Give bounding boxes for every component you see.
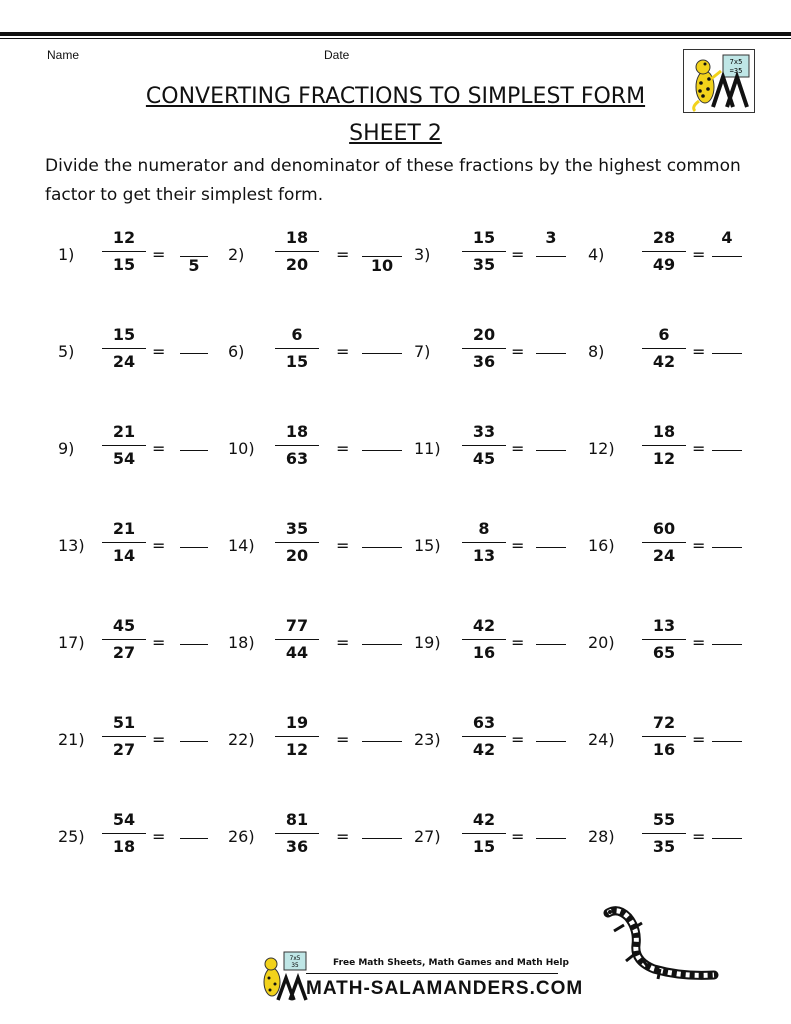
fraction-bar — [642, 542, 686, 543]
equals-sign: = — [152, 730, 166, 749]
denominator: 44 — [285, 643, 309, 662]
problem-number: 8) — [588, 342, 605, 361]
equals-sign: = — [692, 827, 706, 846]
fraction — [462, 713, 506, 760]
fraction-bar — [102, 445, 146, 446]
numerator: 42 — [472, 810, 496, 829]
fraction-bar — [102, 736, 146, 737]
equals-sign: = — [692, 342, 706, 361]
instruction-line-1: Divide the numerator and denominator of these fractions by the highest common — [45, 156, 741, 176]
salamander-teacher-logo — [683, 49, 755, 113]
numerator: 60 — [652, 519, 676, 538]
fraction — [275, 228, 319, 275]
fraction — [102, 810, 146, 857]
answer-numerator: 3 — [545, 228, 557, 247]
denominator: 20 — [285, 255, 309, 274]
problem-number: 22) — [228, 730, 255, 749]
fraction — [275, 713, 319, 760]
top-rule-thin — [0, 38, 791, 39]
fraction — [102, 519, 146, 566]
equals-sign: = — [511, 245, 525, 264]
fraction-bar — [642, 445, 686, 446]
fraction — [642, 519, 686, 566]
answer-blank[interactable] — [180, 547, 208, 548]
equals-sign: = — [336, 827, 350, 846]
problem-number: 11) — [414, 439, 441, 458]
fraction-bar — [102, 833, 146, 834]
fraction — [642, 325, 686, 372]
equals-sign: = — [152, 633, 166, 652]
fraction-bar — [462, 445, 506, 446]
answer-numerator: 4 — [721, 228, 733, 247]
problem-number: 1) — [58, 245, 75, 264]
problem-number: 7) — [414, 342, 431, 361]
numerator: 35 — [285, 519, 309, 538]
fraction-bar — [642, 251, 686, 252]
fraction — [642, 422, 686, 469]
fraction-bar — [462, 736, 506, 737]
equals-sign: = — [152, 439, 166, 458]
fraction-bar — [275, 736, 319, 737]
denominator: 14 — [112, 546, 136, 565]
denominator: 54 — [112, 449, 136, 468]
answer-denominator: 5 — [188, 256, 200, 275]
equals-sign: = — [511, 439, 525, 458]
problem-number: 15) — [414, 536, 441, 555]
fraction — [462, 325, 506, 372]
answer-blank[interactable] — [536, 353, 566, 354]
denominator: 45 — [472, 449, 496, 468]
name-label: Name — [47, 48, 80, 62]
problem-number: 21) — [58, 730, 85, 749]
denominator: 35 — [652, 837, 676, 856]
answer-blank[interactable] — [536, 741, 566, 742]
instructions — [45, 152, 765, 210]
denominator: 15 — [472, 837, 496, 856]
page-title: CONVERTING FRACTIONS TO SIMPLEST FORM — [145, 84, 646, 109]
answer-blank[interactable] — [362, 353, 402, 354]
equals-sign: = — [152, 827, 166, 846]
fraction — [275, 810, 319, 857]
fraction-bar — [462, 639, 506, 640]
numerator: 6 — [291, 325, 303, 344]
answer-blank[interactable] — [712, 547, 742, 548]
answer-blank[interactable] — [180, 450, 208, 451]
problem-number: 5) — [58, 342, 75, 361]
denominator: 24 — [652, 546, 676, 565]
equals-sign: = — [152, 245, 166, 264]
problem-number: 23) — [414, 730, 441, 749]
problem-number: 19) — [414, 633, 441, 652]
fraction — [462, 422, 506, 469]
numerator: 54 — [112, 810, 136, 829]
denominator: 42 — [472, 740, 496, 759]
denominator: 15 — [285, 352, 309, 371]
equals-sign: = — [336, 245, 350, 264]
instruction-line-2: factor to get their simplest form. — [45, 185, 324, 205]
denominator: 42 — [652, 352, 676, 371]
equals-sign: = — [692, 536, 706, 555]
problem-number: 10) — [228, 439, 255, 458]
equals-sign: = — [336, 730, 350, 749]
fraction-bar — [275, 542, 319, 543]
answer-blank[interactable] — [362, 644, 402, 645]
numerator: 20 — [472, 325, 496, 344]
footer-board-text-2: 35 — [291, 962, 299, 969]
problem-number: 17) — [58, 633, 85, 652]
problem-number: 2) — [228, 245, 245, 264]
answer-blank[interactable] — [180, 353, 208, 354]
fraction — [102, 422, 146, 469]
denominator: 15 — [112, 255, 136, 274]
numerator: 51 — [112, 713, 136, 732]
fraction — [275, 616, 319, 663]
answer-blank[interactable] — [180, 741, 208, 742]
fraction-bar — [275, 639, 319, 640]
answer-blank[interactable] — [712, 353, 742, 354]
fraction-bar — [462, 833, 506, 834]
fraction — [102, 325, 146, 372]
equals-sign: = — [692, 633, 706, 652]
problem-number: 28) — [588, 827, 615, 846]
denominator: 27 — [112, 643, 136, 662]
problem-number: 25) — [58, 827, 85, 846]
problem-number: 9) — [58, 439, 75, 458]
denominator: 36 — [285, 837, 309, 856]
problem-number: 14) — [228, 536, 255, 555]
footer-brand[interactable]: MATH-SALAMANDERS.COM — [306, 978, 584, 999]
answer-denominator: 10 — [370, 256, 394, 275]
fraction — [275, 325, 319, 372]
fraction-bar — [462, 251, 506, 252]
fraction — [462, 616, 506, 663]
fraction — [102, 713, 146, 760]
numerator: 28 — [652, 228, 676, 247]
numerator: 12 — [112, 228, 136, 247]
denominator: 16 — [472, 643, 496, 662]
answer-blank[interactable] — [536, 547, 566, 548]
denominator: 24 — [112, 352, 136, 371]
denominator: 20 — [285, 546, 309, 565]
numerator: 81 — [285, 810, 309, 829]
fraction — [462, 519, 506, 566]
answer-blank[interactable] — [712, 450, 742, 451]
fraction-bar — [642, 736, 686, 737]
footer-tagline: Free Math Sheets, Math Games and Math Help — [333, 958, 569, 968]
problem-number: 24) — [588, 730, 615, 749]
answer-blank[interactable] — [712, 741, 742, 742]
fraction — [275, 519, 319, 566]
denominator: 12 — [285, 740, 309, 759]
fraction-bar — [275, 348, 319, 349]
denominator: 36 — [472, 352, 496, 371]
top-rule-thick — [0, 32, 791, 36]
problem-number: 20) — [588, 633, 615, 652]
fraction-bar — [102, 639, 146, 640]
fraction-bar — [275, 445, 319, 446]
board-text-2: =35 — [729, 67, 743, 75]
answer-blank[interactable] — [180, 644, 208, 645]
equals-sign: = — [152, 342, 166, 361]
fraction — [462, 228, 506, 275]
answer-blank[interactable] — [712, 256, 742, 257]
fraction — [642, 616, 686, 663]
answer-blank[interactable] — [536, 256, 566, 257]
fraction — [462, 810, 506, 857]
denominator: 49 — [652, 255, 676, 274]
problem-number: 6) — [228, 342, 245, 361]
numerator: 19 — [285, 713, 309, 732]
numerator: 18 — [285, 422, 309, 441]
fraction-bar — [642, 348, 686, 349]
problem-number: 16) — [588, 536, 615, 555]
numerator: 13 — [652, 616, 676, 635]
equals-sign: = — [511, 342, 525, 361]
answer-blank[interactable] — [536, 644, 566, 645]
sheet-subtitle: SHEET 2 — [349, 121, 442, 146]
equals-sign: = — [336, 536, 350, 555]
numerator: 21 — [112, 422, 136, 441]
numerator: 18 — [652, 422, 676, 441]
fraction-bar — [642, 639, 686, 640]
equals-sign: = — [511, 730, 525, 749]
fraction-bar — [642, 833, 686, 834]
problem-number: 26) — [228, 827, 255, 846]
numerator: 18 — [285, 228, 309, 247]
answer-blank[interactable] — [180, 838, 208, 839]
equals-sign: = — [692, 245, 706, 264]
fraction-bar — [102, 348, 146, 349]
answer-blank[interactable] — [362, 450, 402, 451]
problem-number: 3) — [414, 245, 431, 264]
denominator: 35 — [472, 255, 496, 274]
problem-number: 12) — [588, 439, 615, 458]
footer-board-text-1: 7x5 — [289, 955, 301, 962]
fraction-bar — [102, 542, 146, 543]
fraction-bar — [462, 542, 506, 543]
denominator: 65 — [652, 643, 676, 662]
fraction-bar — [102, 251, 146, 252]
problem-number: 13) — [58, 536, 85, 555]
fraction — [642, 228, 686, 275]
numerator: 21 — [112, 519, 136, 538]
footer-rule — [306, 973, 558, 974]
answer-blank[interactable] — [536, 838, 566, 839]
answer-blank[interactable] — [712, 838, 742, 839]
salamander-teacher-icon — [683, 49, 755, 113]
problem-number: 18) — [228, 633, 255, 652]
date-label: Date — [324, 48, 350, 62]
equals-sign: = — [336, 633, 350, 652]
numerator: 33 — [472, 422, 496, 441]
denominator: 63 — [285, 449, 309, 468]
numerator: 77 — [285, 616, 309, 635]
numerator: 45 — [112, 616, 136, 635]
equals-sign: = — [511, 633, 525, 652]
salamander-icon — [602, 905, 720, 987]
denominator: 16 — [652, 740, 676, 759]
fraction — [102, 616, 146, 663]
problem-number: 27) — [414, 827, 441, 846]
numerator: 63 — [472, 713, 496, 732]
problem-number: 4) — [588, 245, 605, 264]
fraction — [642, 810, 686, 857]
denominator: 12 — [652, 449, 676, 468]
numerator: 6 — [658, 325, 670, 344]
numerator: 8 — [478, 519, 490, 538]
footer-salamander-logo-icon — [256, 950, 310, 1002]
fraction-bar — [275, 251, 319, 252]
denominator: 18 — [112, 837, 136, 856]
answer-blank[interactable] — [536, 450, 566, 451]
fraction — [102, 228, 146, 275]
answer-blank[interactable] — [712, 644, 742, 645]
answer-blank[interactable] — [362, 838, 402, 839]
equals-sign: = — [692, 730, 706, 749]
equals-sign: = — [511, 536, 525, 555]
fraction-bar — [462, 348, 506, 349]
numerator: 42 — [472, 616, 496, 635]
numerator: 15 — [112, 325, 136, 344]
fraction — [642, 713, 686, 760]
numerator: 15 — [472, 228, 496, 247]
denominator: 13 — [472, 546, 496, 565]
answer-blank[interactable] — [362, 547, 402, 548]
equals-sign: = — [152, 536, 166, 555]
board-text-1: 7x5 — [729, 58, 743, 66]
equals-sign: = — [692, 439, 706, 458]
numerator: 55 — [652, 810, 676, 829]
denominator: 27 — [112, 740, 136, 759]
equals-sign: = — [511, 827, 525, 846]
answer-blank[interactable] — [362, 741, 402, 742]
equals-sign: = — [336, 342, 350, 361]
equals-sign: = — [336, 439, 350, 458]
fraction — [275, 422, 319, 469]
numerator: 72 — [652, 713, 676, 732]
fraction-bar — [275, 833, 319, 834]
